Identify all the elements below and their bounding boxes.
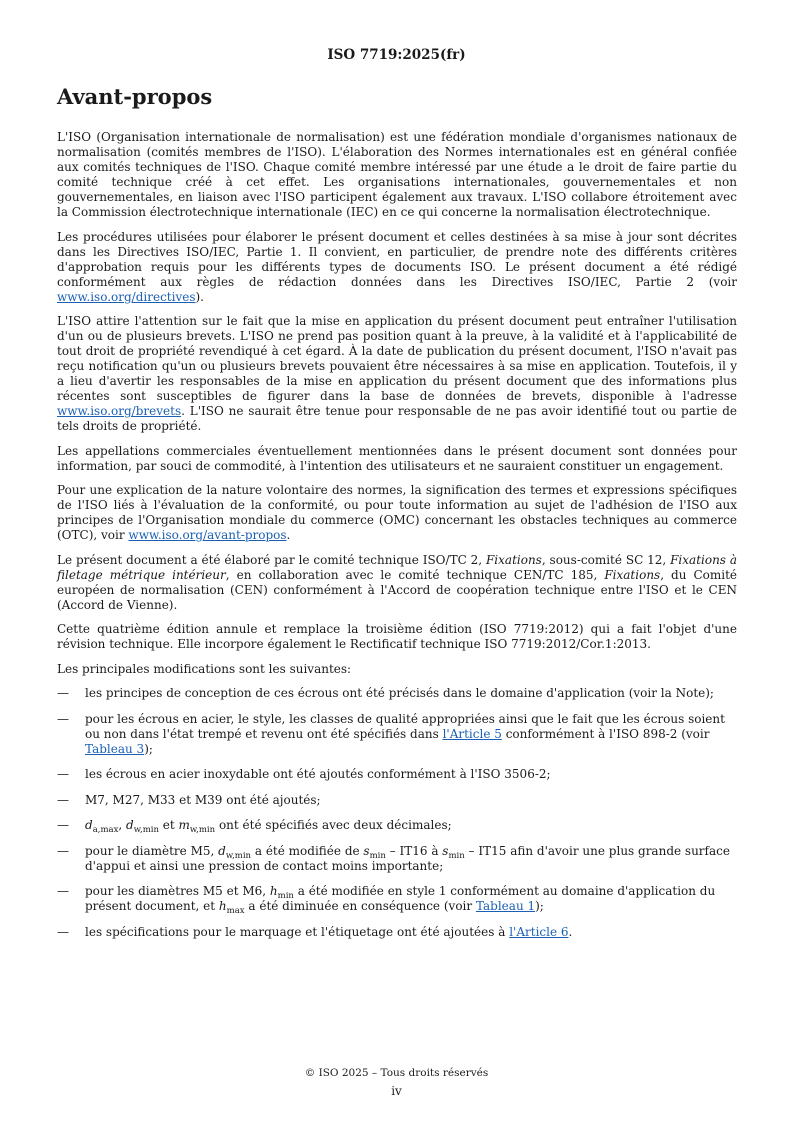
list-item xyxy=(57,818,737,833)
subscript: w,min xyxy=(189,825,216,835)
p6-italic: Fixations xyxy=(604,567,661,582)
dash: — xyxy=(57,686,69,700)
paragraph-4: Les appellations commerciales éventuellement mentionnées dans le présent document sont données pour information, par souci de commodité, à l'intention des utilisateurs et ne sauraient constituer un engagement. xyxy=(57,443,737,473)
subscript: max xyxy=(226,906,245,916)
modifications-list xyxy=(57,686,737,940)
symbol: d xyxy=(218,843,226,858)
list-item-text: les écrous en acier inoxydable ont été ajoutés conformément à l'ISO 3506-2; xyxy=(85,767,551,781)
list-item xyxy=(57,844,737,874)
subscript: min xyxy=(277,891,294,901)
symbol: h xyxy=(269,884,278,898)
list-item-text: M7, M27, M33 et M39 ont été ajoutés; xyxy=(85,792,321,807)
paragraph-5-text: Pour une explication de la nature volontaire des normes, la signification des termes et expressions spécifiques de l'ISO liés à l'évaluation de la conformité, ou pour toute information au sujet de l'adhésion de l'ISO aux principes de l'Organisation mondiale du commerce (OMC) concernant les obstacles techniques au commerce (OTC), voir xyxy=(57,483,737,542)
subscript: min xyxy=(369,850,386,861)
p6-part: , en collaboration avec le comité technique CEN/TC 185, xyxy=(225,567,605,582)
p6-italic: Fixations xyxy=(485,552,542,567)
symbol: s xyxy=(363,843,370,858)
list-item-text: ); xyxy=(535,899,544,913)
paragraph-5 xyxy=(57,483,737,543)
symbol: s xyxy=(442,843,449,858)
list-item xyxy=(57,712,737,757)
paragraph-3 xyxy=(57,314,737,434)
list-item xyxy=(57,793,737,808)
paragraph-3-text: L'ISO attire l'attention sur le fait que la mise en application du présent document peut entraîner l'utilisation d'un ou de plusieurs brevets. L'ISO ne prend pas position quant à la preuve, à la validité et à l'applicabilité de tout droit de propriété revendiqué à cet égard. À la date de publication du présent document, l'ISO n'avait pas reçu notification qu'un ou plusieurs brevets pouvaient être nécessaires à sa mise en application. Toutefois, il y a lieu d'avertir les responsables de la mise en application du présent document que des informations plus récentes sont susceptibles de figurer dans la base de données de brevets, disponible à l'adresse xyxy=(57,314,737,403)
list-item-text: a été modifiée de xyxy=(251,843,364,858)
dash: — xyxy=(57,792,69,807)
list-item-text: conformément à l'ISO 898-2 (voir xyxy=(501,726,710,741)
subscript: a,max xyxy=(92,825,119,835)
list-item-text: ont été spécifiés avec deux décimales; xyxy=(215,818,452,832)
symbol: d xyxy=(126,818,134,832)
symbol: d xyxy=(85,818,93,832)
paragraph-5-end: . xyxy=(286,528,291,542)
link-article-6[interactable]: l'Article 6 xyxy=(509,924,569,939)
symbol: m xyxy=(178,818,190,832)
dash: — xyxy=(57,711,69,726)
list-item xyxy=(57,884,737,914)
list-item-text: – IT16 à xyxy=(385,843,443,858)
paragraph-2 xyxy=(57,230,737,305)
list-item xyxy=(57,686,737,701)
list-item-text: , xyxy=(118,818,127,832)
copyright-footer: © ISO 2025 – Tous droits réservés xyxy=(304,1067,489,1079)
list-item-text: pour les diamètres M5 et M6, xyxy=(85,884,270,898)
dash: — xyxy=(57,884,69,898)
paragraph-1: L'ISO (Organisation internationale de normalisation) est une fédération mondiale d'organismes nationaux de normalisation (comités membres de l'ISO). L'élaboration des Normes internationales est en général confiée aux comités techniques de l'ISO. Chaque comité membre intéressé par une étude a le droit de faire partie du comité technique créé à cet effet. Les organisations internationales, gouvernementales et non gouvernementales, en liaison avec l'ISO participent également aux travaux. L'ISO collabore étroitement avec la Commission électrotechnique internationale (IEC) en ce qui concerne la normalisation électrotechnique. xyxy=(57,130,737,219)
link-avant-propos[interactable]: www.iso.org/avant-propos xyxy=(128,528,287,542)
paragraph-6 xyxy=(57,553,737,613)
paragraph-3-end: . L'ISO ne saurait être tenue pour responsable de ne pas avoir identifié tout ou partie de tels droits de propriété. xyxy=(57,404,737,433)
document-header: ISO 7719:2025(fr) xyxy=(327,47,466,63)
paragraph-7: Cette quatrième édition annule et remplace la troisième édition (ISO 7719:2012) qui a fait l'objet d'une révision technique. Elle incorpore également le Rectificatif technique ISO 7719:2012/Cor.1:2013. xyxy=(57,622,737,651)
page-title: Avant-propos xyxy=(57,84,213,109)
dash: — xyxy=(57,818,69,832)
list-item-text: pour les écrous en acier, le style, les classes de qualité appropriées ainsi que le fait que les écrous soient ou non dans l'état trempé et revenu ont été spécifiés dans xyxy=(85,711,725,741)
dash: — xyxy=(57,924,69,939)
subscript: w,min xyxy=(225,850,252,861)
list-item xyxy=(57,925,737,940)
paragraph-2-text: Les procédures utilisées pour élaborer le présent document et celles destinées à sa mise à jour sont décrites dans les Directives ISO/IEC, Partie 1. Il convient, en particulier, de prendre note des différents critères d'approbation requis pour les différents types de documents ISO. Le présent document a été rédigé conformément aux règles de rédaction données dans les Directives ISO/IEC, Partie 2 (voir xyxy=(57,229,737,289)
list-item-text: – IT15 afin d'avoir une plus grande surface d'appui et ainsi une pression de contact moins importante; xyxy=(85,843,730,873)
list-item-text: les principes de conception de ces écrous ont été précisés dans le domaine d'application (voir la Note); xyxy=(85,686,714,700)
list-item-text: les spécifications pour le marquage et l'étiquetage ont été ajoutées à xyxy=(85,924,510,939)
list-item-text: a été diminuée en conséquence (voir xyxy=(244,899,476,913)
link-tableau-1[interactable]: Tableau 1 xyxy=(475,899,536,913)
p6-italic: Fixations à filetage métrique intérieur xyxy=(57,552,738,582)
p6-part: , sous-comité SC 12, xyxy=(541,552,671,567)
dash: — xyxy=(57,767,69,781)
list-item-text: . xyxy=(568,924,573,939)
link-brevets[interactable]: www.iso.org/brevets xyxy=(57,404,182,418)
list-item-text: ); xyxy=(144,741,153,756)
document-body xyxy=(57,130,737,950)
dash: — xyxy=(57,843,69,858)
link-directives[interactable]: www.iso.org/directives xyxy=(57,289,196,304)
subscript: min xyxy=(448,850,465,861)
list-item-text: pour le diamètre M5, xyxy=(85,843,219,858)
symbol: h xyxy=(218,899,227,913)
p6-part: , du Comité européen de normalisation (CEN) conformément à l'Accord de coopération technique entre l'ISO et le CEN (Accord de Vienne). xyxy=(57,567,738,612)
link-article-5[interactable]: l'Article 5 xyxy=(442,726,502,741)
link-tableau-3[interactable]: Tableau 3 xyxy=(85,741,145,756)
subscript: w,min xyxy=(133,825,159,835)
list-item-text: et xyxy=(158,818,179,832)
p6-part: Le présent document a été élaboré par le comité technique ISO/TC 2, xyxy=(57,552,486,567)
list-item xyxy=(57,767,737,782)
paragraph-2-end: ). xyxy=(195,289,204,304)
page-number: iv xyxy=(391,1084,402,1098)
paragraph-8: Les principales modifications sont les suivantes: xyxy=(57,661,352,676)
list-item-text: a été modifiée en style 1 conformément au domaine d'application du présent document, et xyxy=(85,884,716,913)
